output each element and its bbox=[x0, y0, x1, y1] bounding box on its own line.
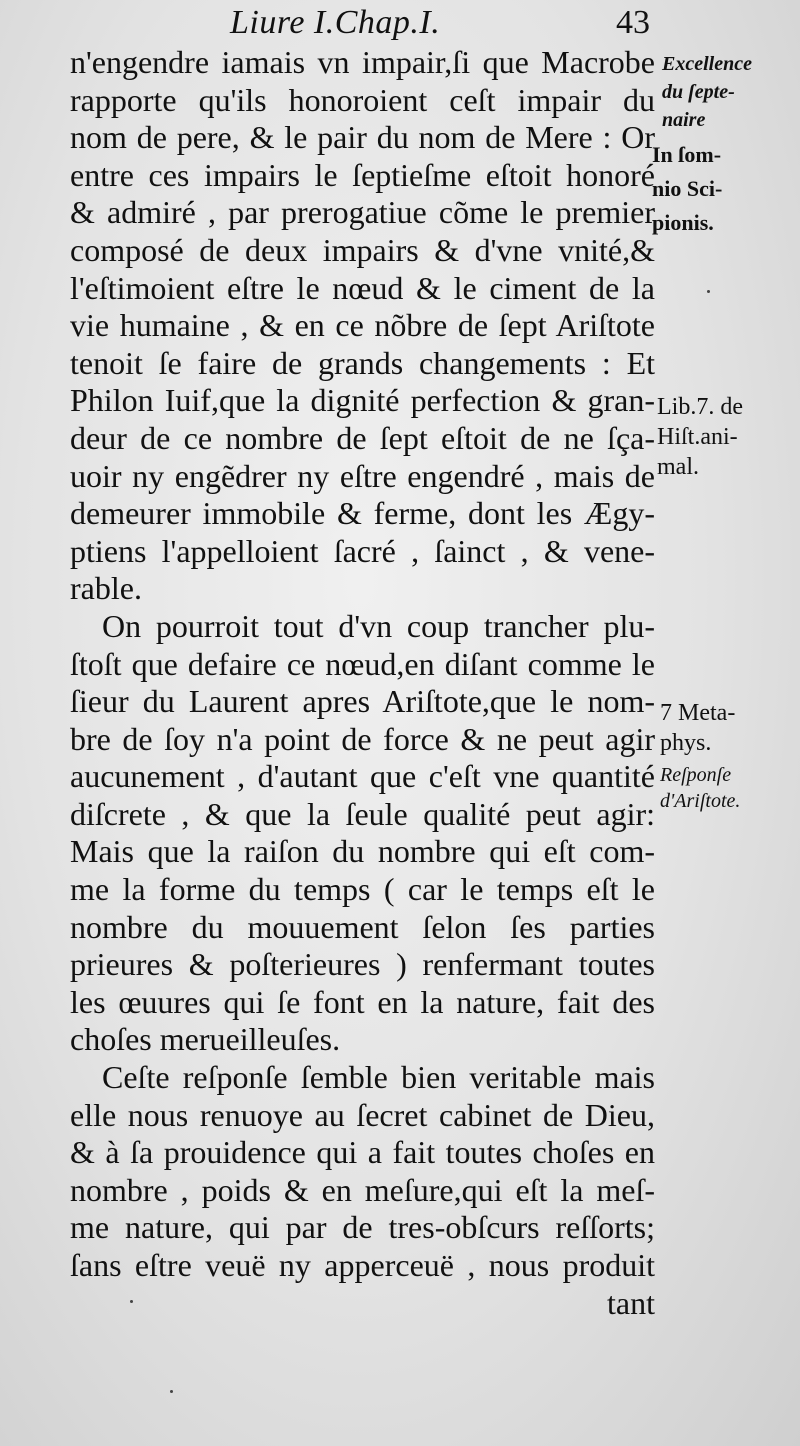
margin-note-excellence bbox=[662, 50, 752, 134]
margin-note-response bbox=[660, 762, 740, 814]
text-line: ptiens l'appelloient ſacré , ſainct , & vene- bbox=[70, 532, 655, 569]
text-line: Mais que la raiſon du nombre qui eſt com- bbox=[70, 833, 655, 870]
margin-note-line: d'Ariſtote. bbox=[660, 790, 741, 812]
margin-note-metaphysics bbox=[660, 698, 735, 758]
margin-note-somnium bbox=[652, 138, 722, 240]
text-line: aucunement , d'autant que c'eſt vne quantité bbox=[70, 758, 655, 795]
margin-note-line: Lib.7. de bbox=[657, 394, 743, 420]
text-line: prieures & poſterieures ) renfermant toutes bbox=[70, 946, 655, 983]
text-line: nombre , poids & en meſure,qui eſt la meſ- bbox=[70, 1171, 655, 1208]
text-line: deur de ce nombre de ſept eſtoit de ne ſça- bbox=[70, 419, 655, 456]
page-header bbox=[70, 4, 650, 44]
margin-note-line: In ſom- bbox=[652, 142, 722, 167]
margin-note-line: du ſepte- bbox=[662, 81, 735, 103]
text-line: diſcrete , & que la ſeule qualité peut agir: bbox=[70, 795, 655, 832]
margin-note-line: naire bbox=[662, 109, 706, 131]
margin-note-line: Hiſt.ani- bbox=[657, 424, 738, 450]
text-line: me nature, qui par de tres-obſcurs reſſorts; bbox=[70, 1209, 655, 1246]
text-line: Philon Iuif,que la dignité perfection & gran- bbox=[70, 382, 655, 419]
text-line: rable. bbox=[70, 570, 142, 607]
running-title: Liure I.Chap.I. bbox=[230, 4, 441, 41]
text-line: vie humaine , & en ce nõbre de ſept Ariſtote bbox=[70, 307, 655, 344]
text-line: ſtoſt que defaire ce nœud,en diſant comme le bbox=[70, 645, 655, 682]
paper-speck bbox=[130, 1300, 133, 1303]
text-line: n'engendre iamais vn impair,ſi que Macrobe bbox=[70, 44, 655, 80]
text-line: nombre du mouuement ſelon ſes parties bbox=[70, 908, 655, 945]
page-number: 43 bbox=[616, 4, 650, 41]
paper-speck bbox=[707, 290, 710, 293]
text-line: me la forme du temps ( car le temps eſt le bbox=[70, 871, 655, 908]
paragraph-start-line: On pourroit tout d'vn coup trancher plu- bbox=[102, 607, 655, 644]
margin-note-line: 7 Meta- bbox=[660, 700, 736, 726]
paper-speck bbox=[170, 1390, 173, 1393]
paragraph-start-line: Ceſte reſponſe ſemble bien veritable mais bbox=[102, 1059, 655, 1096]
text-line: bre de ſoy n'a point de force & ne peut agir bbox=[70, 720, 655, 757]
text-line: choſes merueilleuſes. bbox=[70, 1021, 341, 1058]
margin-note-historia bbox=[657, 392, 743, 482]
text-line: entre ces impairs le ſeptieſme eſtoit honoré bbox=[70, 156, 655, 193]
margin-note-line: phys. bbox=[660, 730, 712, 756]
text-line: composé de deux impairs & d'vne vnité,& bbox=[70, 231, 655, 268]
text-line: tenoit ſe faire de grands changements : Et bbox=[70, 344, 655, 381]
margin-note-line: Reſponſe bbox=[660, 764, 732, 786]
margin-note-line: nio Sci- bbox=[652, 176, 723, 201]
text-line: & admiré , par prerogatiue cõme le premier bbox=[70, 194, 655, 231]
text-line: les œuures qui ſe font en la nature, fait des bbox=[70, 983, 655, 1020]
text-line: l'eſtimoient eſtre le nœud & le ciment de la bbox=[70, 269, 655, 306]
text-line: uoir ny engẽdrer ny eſtre engendré , mais de bbox=[70, 457, 655, 494]
text-line: ſieur du Laurent apres Ariſtote,que le nom- bbox=[70, 683, 655, 720]
text-line: & à ſa prouidence qui a fait toutes choſes en bbox=[70, 1134, 655, 1171]
catchword: tant bbox=[607, 1284, 655, 1321]
text-line: elle nous renuoye au ſecret cabinet de Dieu, bbox=[70, 1096, 655, 1133]
margin-note-line: pionis. bbox=[652, 210, 714, 235]
text-line: ſans eſtre veuë ny apperceuë , nous produit bbox=[70, 1247, 655, 1283]
main-text-block bbox=[70, 44, 655, 1322]
margin-note-line: mal. bbox=[657, 454, 699, 480]
margin-note-line: Excellence bbox=[662, 53, 752, 75]
text-line: nom de pere, & le pair du nom de Mere : Or bbox=[70, 119, 655, 156]
text-line: rapporte qu'ils honoroient ceſt impair du bbox=[70, 81, 655, 118]
text-line: demeurer immobile & ferme, dont les Ægy- bbox=[70, 495, 655, 532]
